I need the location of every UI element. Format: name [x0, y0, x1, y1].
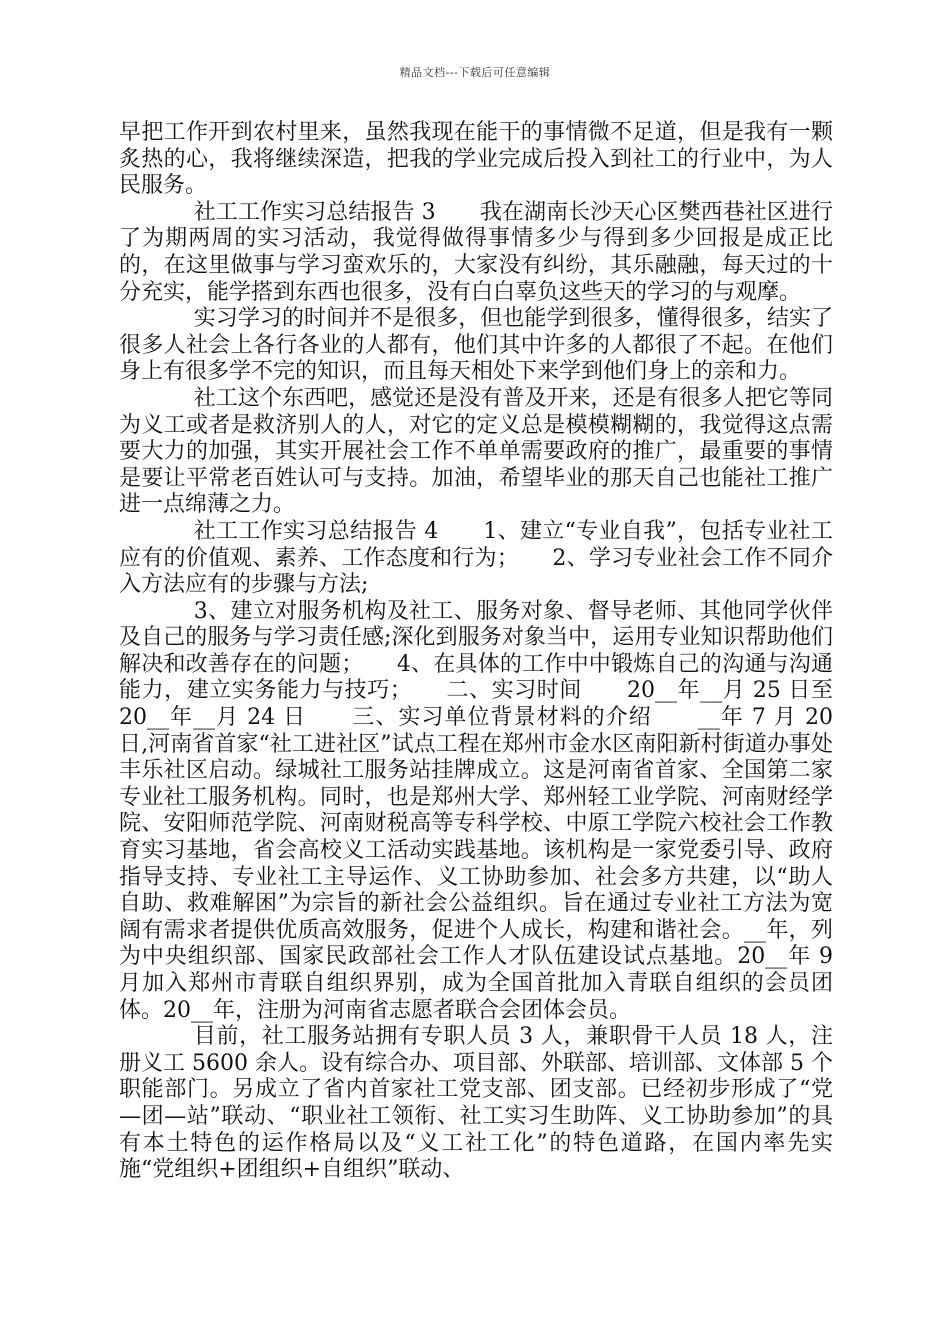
paragraph: 3、建立对服务机构及社工、服务对象、督导老师、其他同学伙伴及自己的服务与学习责任感;深化到服务对象当中，运用专业知识帮助他们解决和改善存在的问题； 4、在具体的工作中中锻炼自己的沟通与沟通能力，建立实务能力与技巧； 二、实习时间 20__年__月 25 日至 20__年__月 24 日 三、实习单位背景材料的介绍 __年 7 月 20 日,河南省首家“社工进社区”试点工程在郑州市金水区南阳新村街道办事处丰乐社区启动。绿城社工服务站挂牌成立。这是河南省首家、全国第二家专业社工服务机构。同时，也是郑州大学、郑州轻工业学院、河南财经学院、安阳师范学院、河南财税高等专科学校、中原工学院六校社会工作教育实习基地，省会高校义工活动实践基地。该机构是一家党委引导、政府指导支持、专业社工主导运作、义工协助参加、社会多方共建，以“助人自助、救难解困”为宗旨的新社会公益组织。旨在通过专业社工方法为宽阔有需求者提供优质高效服务，促进个人成长，构建和谐社会。__年，列为中央组织部、国家民政部社会工作人才队伍建设试点基地。20__年 9 月加入郑州市青联自组织界别，成为全国首批加入青联自组织的会员团体。20__年，注册为河南省志愿者联合会团体会员。	[119, 598, 833, 1023]
document-body	[119, 120, 833, 1184]
paragraph: 实习学习的时间并不是很多，但也能学到很多，懂得很多，结实了很多人社会上各行各业的人都有，他们其中许多的人都很了不起。在他们身上有很多学不完的知识，而且每天相处下来学到他们身上的亲和力。	[119, 306, 833, 385]
paragraph: 社工工作实习总结报告 3 我在湖南长沙天心区樊西巷社区进行了为期两周的实习活动，我觉得做得事情多少与得到多少回报是成正比的，在这里做事与学习蛮欢乐的，大家没有纠纷，其乐融融，每天过的十分充实，能学搭到东西也很多，没有白白辜负这些天的学习的与观摩。	[119, 199, 833, 305]
page-header: 精品文档---下载后可任意编辑	[399, 66, 551, 79]
paragraph: 社工工作实习总结报告 4 1、建立“专业自我”，包括专业社工应有的价值观、素养、工作态度和行为； 2、学习专业社会工作不同介入方法应有的步骤与方法;	[119, 518, 833, 598]
paragraph: 社工这个东西吧，感觉还是没有普及开来，还是有很多人把它等同为义工或者是救济别人的人，对它的定义总是模模糊糊的，我觉得这点需要大力的加强，其实开展社会工作不单单需要政府的推广，最重要的事情是要让平常老百姓认可与支持。加油，希望毕业的那天自己也能社工推广进一点绵薄之力。	[119, 385, 833, 518]
paragraph: 目前，社工服务站拥有专职人员 3 人，兼职骨干人员 18 人，注册义工 5600 余人。设有综合办、项目部、外联部、培训部、文体部 5 个职能部门。另成立了省内首家社工党支部、团支部。已经初步形成了“党—团—站”联动、“职业社工领衔、社工实习生助阵、义工协助参加”的具有本土特色的运作格局以及“义工社工化”的特色道路，在国内率先实施“党组织+团组织+自组织”联动、	[119, 1024, 833, 1183]
paragraph: 早把工作开到农村里来，虽然我现在能干的事情微不足道，但是我有一颗炙热的心，我将继续深造，把我的学业完成后投入到社工的行业中，为人民服务。	[119, 120, 833, 199]
